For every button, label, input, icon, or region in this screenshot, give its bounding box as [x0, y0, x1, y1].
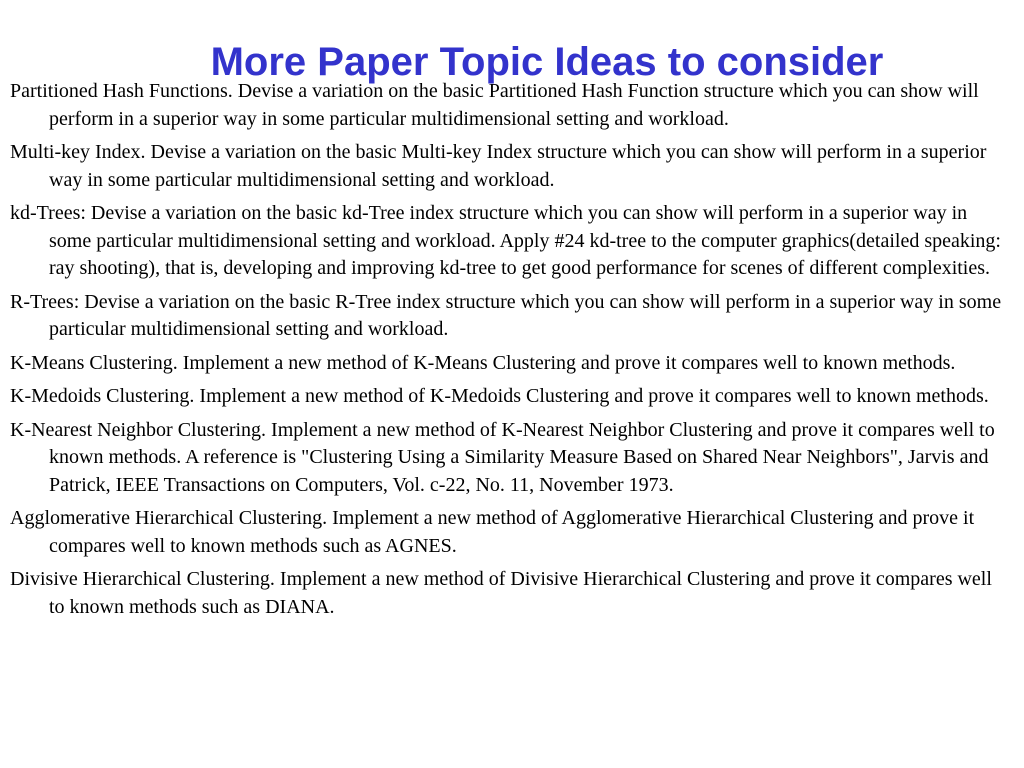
topic-kd-trees: kd-Trees: Devise a variation on the basic kd-Tree index structure which you can show will perform in a superior way in some particular multidimensional setting and workload. Apply #24 kd-tree to the computer graphics(detailed speaking: ray shooting), that is, developing and improving kd-tree to get good performance for scenes of different complexities.: [10, 202, 1001, 279]
topic-list: [10, 78, 1010, 627]
topic-k-medoids: K-Medoids Clustering. Implement a new method of K-Medoids Clustering and prove it compares well to known methods.: [10, 385, 989, 407]
topic-k-means: K-Means Clustering. Implement a new method of K-Means Clustering and prove it compares well to known methods.: [10, 351, 956, 374]
topic-k-nearest-neighbor: K-Nearest Neighbor Clustering. Implement a new method of K-Nearest Neighbor Clustering and prove it compares well to known methods. A reference is "Clustering Using a Similarity Measure Based on Shared Near Neighbors", Jarvis and Patrick, IEEE Transactions on Computers, Vol. c-22, No. 11, November 1973.: [10, 418, 995, 496]
topic-multi-key-index: Multi-key Index. Devise a variation on the basic Multi-key Index structure which you can show will perform in a superior way in some particular multidimensional setting and workload.: [10, 141, 987, 191]
topic-divisive: Divisive Hierarchical Clustering. Implement a new method of Divisive Hierarchical Clustering and prove it compares well to known methods such as DIANA.: [10, 568, 992, 618]
topic-partitioned-hash: Partitioned Hash Functions. Devise a variation on the basic Partitioned Hash Function structure which you can show will perform in a superior way in some particular multidimensional setting and workload.: [10, 80, 979, 130]
topic-agglomerative: Agglomerative Hierarchical Clustering. Implement a new method of Agglomerative Hierarchical Clustering and prove it compares well to known methods such as AGNES.: [10, 507, 975, 557]
topic-r-trees: R-Trees: Devise a variation on the basic R-Tree index structure which you can show will perform in a superior way in some particular multidimensional setting and workload.: [10, 290, 1002, 340]
slide-title: More Paper Topic Ideas to consider: [210, 39, 884, 84]
